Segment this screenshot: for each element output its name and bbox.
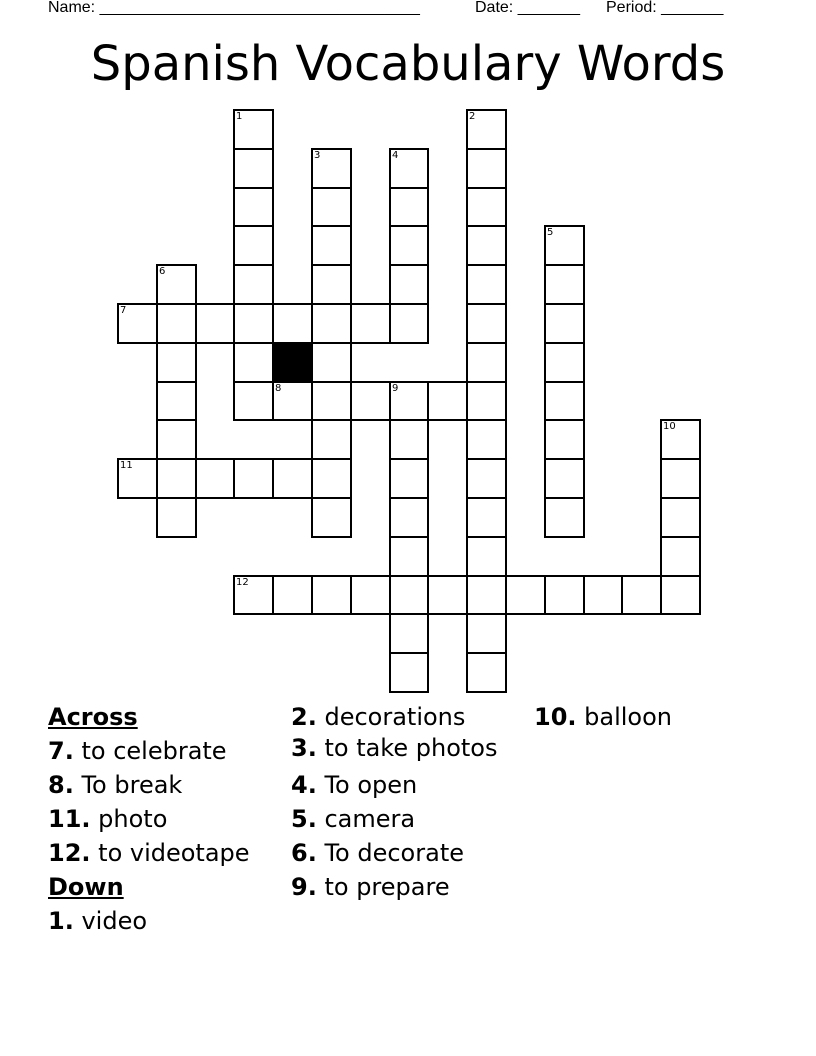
square-number: 11 [120,460,133,471]
square-number: 1 [236,111,243,122]
down-clue-3 [291,734,527,762]
crossword-square[interactable] [389,497,429,538]
square-number: 12 [236,577,249,588]
crossword-square[interactable] [466,225,507,266]
square-number: 10 [663,421,676,432]
crossword-square[interactable] [156,303,197,344]
crossword-square[interactable] [272,458,313,499]
crossword-square[interactable] [544,264,585,305]
square-number: 4 [392,150,399,161]
across-clue-11 [48,802,283,836]
down-clue-4 [291,768,527,802]
square-number: 5 [547,227,554,238]
clue-number: 6. [291,839,317,867]
crossword-square[interactable] [156,497,197,538]
crossword-square[interactable] [389,536,429,577]
crossword-square[interactable] [544,458,585,499]
crossword-square[interactable] [660,458,701,499]
name-field-label: Name: ____________________________________ [48,0,420,16]
crossword-square[interactable] [233,225,274,266]
crossword-square[interactable] [272,303,313,344]
crossword-square[interactable] [311,148,352,189]
square-number: 3 [314,150,321,161]
crossword-square[interactable] [233,264,274,305]
across-clue-8 [48,768,283,802]
crossword-square[interactable] [389,419,429,460]
crossword-square[interactable] [660,575,701,615]
clue-text: To decorate [324,839,464,867]
page-title: Spanish Vocabulary Words [90,36,726,92]
clue-number: 2. [291,703,317,731]
crossword-square[interactable] [117,458,158,499]
across-clue-7 [48,734,283,768]
crossword-square[interactable] [544,342,585,383]
blocked-square [272,342,313,383]
down-heading: Down [48,873,124,901]
crossword-square[interactable] [233,187,274,227]
crossword-square[interactable] [117,303,158,344]
down-clue-9 [291,870,527,904]
across-heading: Across [48,703,138,731]
crossword-square[interactable] [311,303,352,344]
crossword-square[interactable] [195,303,235,344]
crossword-square[interactable] [311,264,352,305]
crossword-square[interactable] [660,536,701,577]
square-number: 6 [159,266,166,277]
crossword-square[interactable] [466,419,507,460]
clue-text: decorations [324,703,466,731]
crossword-square[interactable] [233,109,274,150]
square-number: 8 [275,383,282,394]
crossword-square[interactable] [311,575,352,615]
crossword-square[interactable] [389,187,429,227]
clue-number: 11. [48,805,91,833]
clue-number: 9. [291,873,317,901]
crossword-square[interactable] [466,109,507,150]
crossword-square[interactable] [544,575,585,615]
clue-text: photo [98,805,168,833]
clue-column-3 [534,700,774,734]
crossword-square[interactable] [195,458,235,499]
clue-text: to videotape [98,839,250,867]
square-number: 9 [392,383,399,394]
crossword-square[interactable] [233,575,274,615]
crossword-square[interactable] [466,652,507,693]
crossword-square[interactable] [466,381,507,421]
crossword-square[interactable] [389,575,429,615]
clue-number: 12. [48,839,91,867]
crossword-square[interactable] [233,458,274,499]
crossword-square[interactable] [466,575,507,615]
crossword-square[interactable] [583,575,623,615]
period-field-label: Period: _______ [606,0,724,16]
crossword-square[interactable] [427,575,468,615]
crossword-square[interactable] [311,419,352,460]
date-field-label: Date: _______ [475,0,580,16]
crossword-square[interactable] [389,652,429,693]
crossword-square[interactable] [466,187,507,227]
crossword-square[interactable] [389,381,429,421]
crossword-square[interactable] [660,497,701,538]
across-clue-12 [48,836,283,870]
crossword-square[interactable] [466,458,507,499]
crossword-square[interactable] [389,613,429,654]
crossword-square[interactable] [621,575,662,615]
clue-number: 3. [291,734,317,762]
crossword-square[interactable] [466,613,507,654]
clue-number: 10. [534,703,577,731]
crossword-square[interactable] [156,419,197,460]
crossword-square[interactable] [311,342,352,383]
crossword-square[interactable] [544,381,585,421]
crossword-square[interactable] [350,381,391,421]
crossword-square[interactable] [660,419,701,460]
crossword-square[interactable] [389,458,429,499]
clue-list [0,700,816,1000]
crossword-square[interactable] [233,342,274,383]
crossword-square[interactable] [466,536,507,577]
crossword-square[interactable] [389,264,429,305]
clue-text: video [81,907,148,935]
down-clue-2 [291,700,527,734]
down-clue-5 [291,802,527,836]
crossword-square[interactable] [350,575,391,615]
clue-text: to take photos [324,734,498,762]
crossword-square[interactable] [272,575,313,615]
down-clue-10 [534,700,774,734]
crossword-square[interactable] [466,264,507,305]
crossword-square[interactable] [233,303,274,344]
clue-text: To open [324,771,418,799]
crossword-square[interactable] [311,225,352,266]
crossword-square[interactable] [233,148,274,189]
crossword-square[interactable] [233,381,274,421]
crossword-square[interactable] [466,497,507,538]
clue-text: To break [81,771,183,799]
down-clue-1 [48,904,283,938]
clue-column-2 [291,700,527,904]
crossword-square[interactable] [544,419,585,460]
clue-text: to celebrate [81,737,227,765]
square-number: 2 [469,111,476,122]
clue-number: 4. [291,771,317,799]
crossword-square[interactable] [466,303,507,344]
crossword-square[interactable] [389,225,429,266]
clue-number: 8. [48,771,74,799]
crossword-square[interactable] [156,264,197,305]
clue-text: camera [324,805,416,833]
crossword-square[interactable] [389,148,429,189]
crossword-square[interactable] [311,458,352,499]
crossword-square[interactable] [156,458,197,499]
clue-number: 7. [48,737,74,765]
crossword-square[interactable] [466,342,507,383]
crossword-square[interactable] [311,381,352,421]
crossword-square[interactable] [156,342,197,383]
clue-number: 5. [291,805,317,833]
clue-text: to prepare [324,873,450,901]
crossword-square[interactable] [427,381,468,421]
crossword-square[interactable] [311,497,352,538]
crossword-square[interactable] [272,381,313,421]
crossword-square[interactable] [389,303,429,344]
crossword-square[interactable] [350,303,391,344]
down-clue-6 [291,836,527,870]
clue-text: balloon [584,703,673,731]
crossword-square[interactable] [311,187,352,227]
crossword-square[interactable] [544,225,585,266]
crossword-square[interactable] [466,148,507,189]
crossword-square[interactable] [544,497,585,538]
crossword-square[interactable] [156,381,197,421]
clue-number: 1. [48,907,74,935]
clue-column-1 [48,700,283,938]
crossword-square[interactable] [544,303,585,344]
square-number: 7 [120,305,127,316]
crossword-square[interactable] [505,575,546,615]
